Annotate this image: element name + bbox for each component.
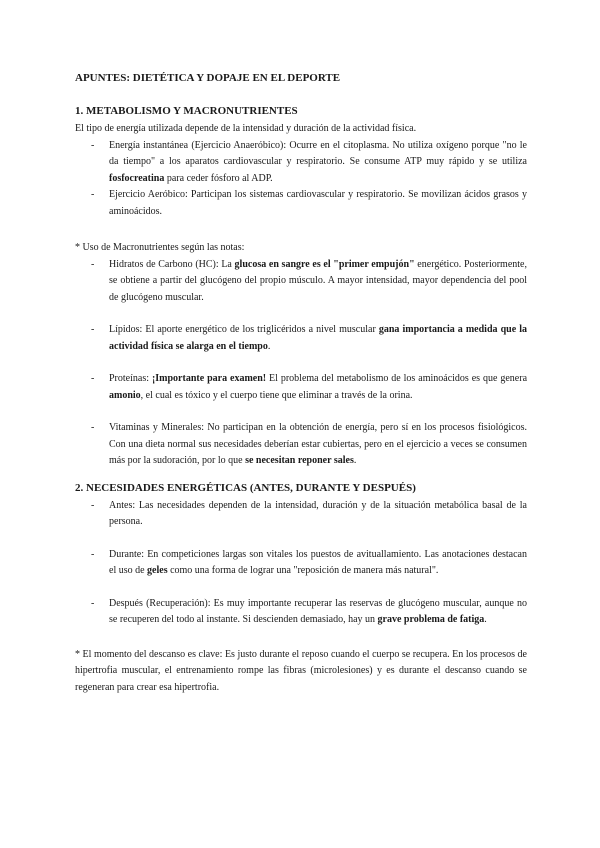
item-text: . xyxy=(484,614,487,625)
list-item-lipids xyxy=(75,322,527,355)
document-title: APUNTES: DIETÉTICA Y DOPAJE EN EL DEPORTE xyxy=(75,72,341,84)
item-text: Ejercicio Aeróbico: Participan los sistemas cardiovascular y respiratorio. Se movilizan ácidos grasos y aminoácidos. xyxy=(109,189,527,217)
list-item-anaerobic xyxy=(75,138,527,188)
item-text: , el cual es tóxico y el cuerpo tiene que eliminar a través de la orina. xyxy=(140,389,413,401)
list-item-aerobic xyxy=(75,187,527,220)
list-item-proteins xyxy=(75,371,527,404)
list-item-after xyxy=(75,596,527,629)
item-bold: glucosa en sangre es el "primer empujón" xyxy=(234,258,415,270)
item-bold: gana importancia a medida que la actividad física se alarga en el tiempo xyxy=(109,324,528,352)
list-item-before xyxy=(75,498,527,531)
item-text: como una forma de lograr una "reposición de manera más natural". xyxy=(167,565,439,576)
item-text: Durante: En competiciones largas son vitales los puestos de avituallamiento. Las anotaciones destacan el uso de xyxy=(109,548,527,576)
item-bold: amonio xyxy=(109,389,141,401)
item-text: Proteínas: xyxy=(109,373,152,384)
section-1-list xyxy=(75,138,527,221)
macros-intro: * Uso de Macronutrientes según las notas: xyxy=(75,242,245,253)
item-text: Vitaminas y Minerales: No participan en la obtención de energía, pero sí en los procesos fisiológicos. Con una dieta normal sus necesidades deberían estar cubiertas, pero en el ejercicio a veces se consumen más por la sudoración, por lo que xyxy=(109,422,527,466)
item-bold: se necesitan reponer sales xyxy=(245,455,354,466)
item-bold: fosfocreatina xyxy=(109,172,165,184)
item-text: . xyxy=(353,455,357,466)
section-2-title: 2. NECESIDADES ENERGÉTICAS (ANTES, DURANTE Y DESPUÉS) xyxy=(75,481,416,494)
rest-note: * El momento del descanso es clave: Es justo durante el reposo cuando el cuerpo se recupera. En los procesos de hipertrofia muscular, el entrenamiento rompe las fibras (microlesiones) y es durante el descanso cuando se regeneran para crear esa hipertrofia. xyxy=(75,648,527,693)
item-bold: ¡Importante para examen! xyxy=(151,373,267,384)
item-text: Hidratos de Carbono (HC): La xyxy=(109,258,235,270)
section-1-title: 1. METABOLISMO Y MACRONUTRIENTES xyxy=(75,105,298,117)
section-1-intro: El tipo de energía utilizada depende de la intensidad y duración de la actividad física. xyxy=(75,123,417,134)
list-item-during xyxy=(75,547,527,580)
list-item-vitamins xyxy=(75,420,527,470)
macros-list xyxy=(75,257,527,470)
item-text: energético. Posteriormente, se obtiene a partir del glucógeno del propio músculo. A mayor intensidad, mayor dependencia del pool de glucógeno muscular. xyxy=(109,258,527,303)
item-text: Lípidos: El aporte energético de los triglicéridos a nivel muscular xyxy=(109,324,379,335)
item-text: Antes: Las necesidades dependen de la intensidad, duración y de la situación metabólica basal de la persona. xyxy=(109,499,527,527)
item-bold: grave problema de fatiga xyxy=(377,614,485,625)
item-text: El problema del metabolismo de los aminoácidos es que genera xyxy=(266,373,528,384)
section-2-list xyxy=(75,498,527,629)
item-bold: geles xyxy=(147,565,168,576)
item-text: Después (Recuperación): Es muy importante recuperar las reservas de glucógeno muscular, aunque no se recuperen del todo al instante. Si descienden demasiado, hay un xyxy=(109,597,527,625)
item-text: Energía instantánea (Ejercicio Anaeróbico): Ocurre en el citoplasma. No utiliza oxígeno porque "no le da tiempo" a los aparatos cardiovascular y respiratorio. Se consume ATP muy rápido y se utiliza xyxy=(109,139,527,167)
document-page xyxy=(75,72,527,696)
list-item-carbs xyxy=(75,257,527,307)
item-text: para ceder fósforo al ADP. xyxy=(164,172,273,184)
item-text: . xyxy=(267,340,271,352)
